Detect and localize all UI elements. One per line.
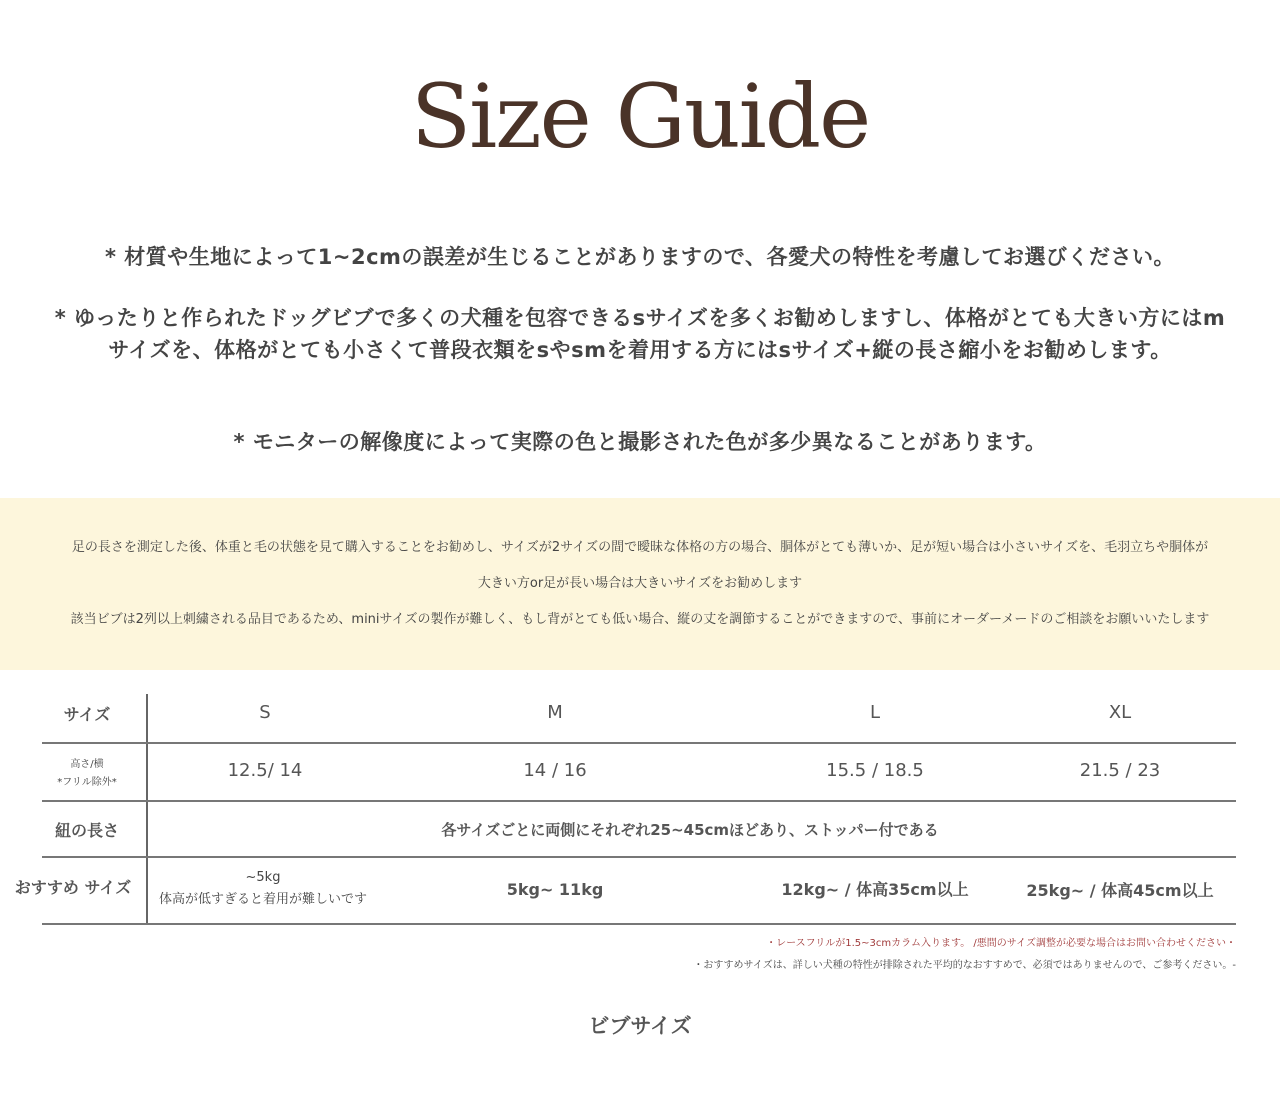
footnote-lace-frill: ・レースフリルが1.5~3cmカラム入ります。 /悪間のサイズ調整が必要な場合はお問い合わせください・ bbox=[766, 938, 1236, 949]
bib-size-heading: ビブサイズ bbox=[588, 1014, 692, 1038]
footnote-recommendation-disclaimer: ・おすすめサイズは、詳しい犬種の特性が排除された平均的なおすすめで、必須ではありませんので、ご参考ください。- bbox=[693, 960, 1236, 971]
size-s-header: S bbox=[259, 702, 271, 723]
table-row-divider bbox=[42, 856, 1236, 858]
size-l-recommendation: 12kg~ / 体高35cm以上 bbox=[781, 880, 969, 899]
note-size-recommendation bbox=[20, 302, 1260, 366]
size-xl-header: XL bbox=[1108, 702, 1132, 723]
height-width-label bbox=[42, 756, 132, 792]
size-l-dimension: 15.5 / 18.5 bbox=[826, 760, 924, 781]
size-xl-dimension: 21.5 / 23 bbox=[1079, 760, 1161, 781]
size-s-weight: ~5kg bbox=[245, 870, 281, 885]
size-m-dimension: 14 / 16 bbox=[523, 760, 587, 781]
info-line-measure: 足の長さを測定した後、体重と毛の状態を見て購入することをお勧めし、サイズが2サイズの間で曖昧な体格の方の場合、胴体がとても薄いか、足が短い場合は小さいサイズを、毛羽立ちや胴体が bbox=[71, 540, 1209, 555]
strap-length-label: 紐の長さ bbox=[54, 821, 119, 840]
size-l-header: L bbox=[869, 702, 881, 723]
info-line-large-size: 大きい方or足が長い場合は大きいサイズをお勧めします bbox=[477, 576, 803, 591]
table-row-divider bbox=[42, 742, 1236, 744]
note-size-recommendation-line2: サイズを、体格がとても小さくて普段衣類をsやsmを着用する方にはsサイズ+縦の長さ縮小をお勧めします。 bbox=[108, 338, 1172, 362]
size-m-recommendation: 5kg~ 11kg bbox=[506, 880, 604, 899]
size-s-height-note: 体高が低すぎると着用が難しいです bbox=[158, 892, 367, 907]
page-title: Size Guide bbox=[410, 65, 870, 168]
size-s-dimension: 12.5/ 14 bbox=[227, 760, 303, 781]
info-box bbox=[0, 498, 1280, 670]
size-table bbox=[0, 690, 1280, 930]
recommended-size-label: おすすめ サイズ bbox=[14, 878, 132, 897]
note-monitor-color: * モニターの解像度によって実際の色と撮影された色が多少異なることがあります。 bbox=[233, 430, 1047, 454]
frill-excluded-note: *フリル除外* bbox=[57, 777, 117, 788]
size-xl-recommendation: 25kg~ / 体高45cm以上 bbox=[1026, 881, 1214, 900]
note-size-recommendation-line1: * ゆったりと作られたドッグビブで多くの犬種を包容できるsサイズを多くお勧めしますし、体格がとても大きい方にはm bbox=[54, 306, 1226, 330]
info-line-custom-order: 該当ビブは2列以上刺繍される品目であるため、miniサイズの製作が難しく、もし背がとても低い場合、縦の丈を調節することができますので、事前にオーダーメードのご相談をお願いいたします bbox=[70, 612, 1210, 627]
size-m-header: M bbox=[547, 702, 563, 723]
table-row-divider bbox=[42, 800, 1236, 802]
header-size-label: サイズ bbox=[63, 705, 111, 724]
height-width-label-text: 高さ/横 bbox=[70, 759, 104, 770]
table-row-divider bbox=[42, 923, 1236, 925]
size-s-recommendation bbox=[148, 867, 378, 911]
note-tolerance: * 材質や生地によって1~2cmの誤差が生じることがありますので、各愛犬の特性を考慮してお選びください。 bbox=[104, 245, 1176, 269]
strap-length-value: 各サイズごとに両側にそれぞれ25~45cmほどあり、ストッパー付である bbox=[441, 821, 939, 839]
